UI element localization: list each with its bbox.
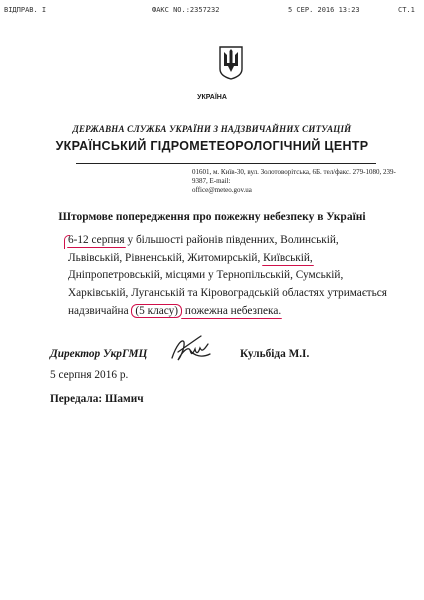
document-title: Штормове попередження про пожежну небезпеку в Україні [58, 211, 366, 223]
highlighted-danger-class: (5 класу) [131, 304, 182, 318]
agency-name: ДЕРЖАВНА СЛУЖБА УКРАЇНИ З НАДЗВИЧАЙНИХ СИТУАЦІЙ [72, 124, 352, 134]
header-divider [76, 163, 376, 164]
country-label: УКРАЇНА [197, 94, 227, 101]
body-line-3: Дніпропетровській, місцями у Тернопільській, Сумській, [68, 269, 344, 281]
address-line: 01601, м. Київ-30, вул. Золотоворітська, 6Б. тел/факс. 279-1080, 239-9387, E-mail: [192, 168, 396, 185]
body-line-5 [68, 305, 398, 317]
body-line-1 [68, 234, 398, 246]
fax-number: ФАКС NO.:2357232 [152, 6, 220, 14]
address-block [192, 168, 404, 195]
highlighted-danger-text: пожежна небезпека. [182, 305, 282, 317]
fax-header [4, 6, 418, 18]
body-text: надзвичайна [68, 305, 132, 317]
fax-sender: ВІДПРАВ. І [4, 6, 47, 14]
signed-date: 5 серпня 2016 р. [50, 369, 129, 381]
director-name: Кульбіда М.І. [240, 348, 310, 360]
trident-icon [218, 46, 244, 80]
signature-icon [168, 332, 214, 366]
fax-page-number: СТ.1 [398, 6, 415, 14]
address-email: office@meteo.gov.ua [192, 186, 252, 194]
body-text: Львівській, Рівненській, Житомирській, [68, 252, 264, 264]
prepared-by: Передала: Шамич [50, 393, 144, 405]
director-title: Директор УкрГМЦ [50, 348, 148, 360]
highlighted-region: Київській, [263, 252, 313, 264]
body-line-2 [68, 252, 398, 264]
center-name: УКРАЇНСЬКИЙ ГІДРОМЕТЕОРОЛОГІЧНИЙ ЦЕНТР [55, 139, 369, 153]
fax-datetime: 5 СЕР. 2016 13:23 [288, 6, 360, 14]
body-text: у більшості районів південних, Волинській, [124, 234, 339, 246]
body-line-4: Харківській, Луганській та Кіровоградській областях утримається [68, 287, 387, 299]
highlighted-date: 6-12 серпня [68, 234, 125, 246]
